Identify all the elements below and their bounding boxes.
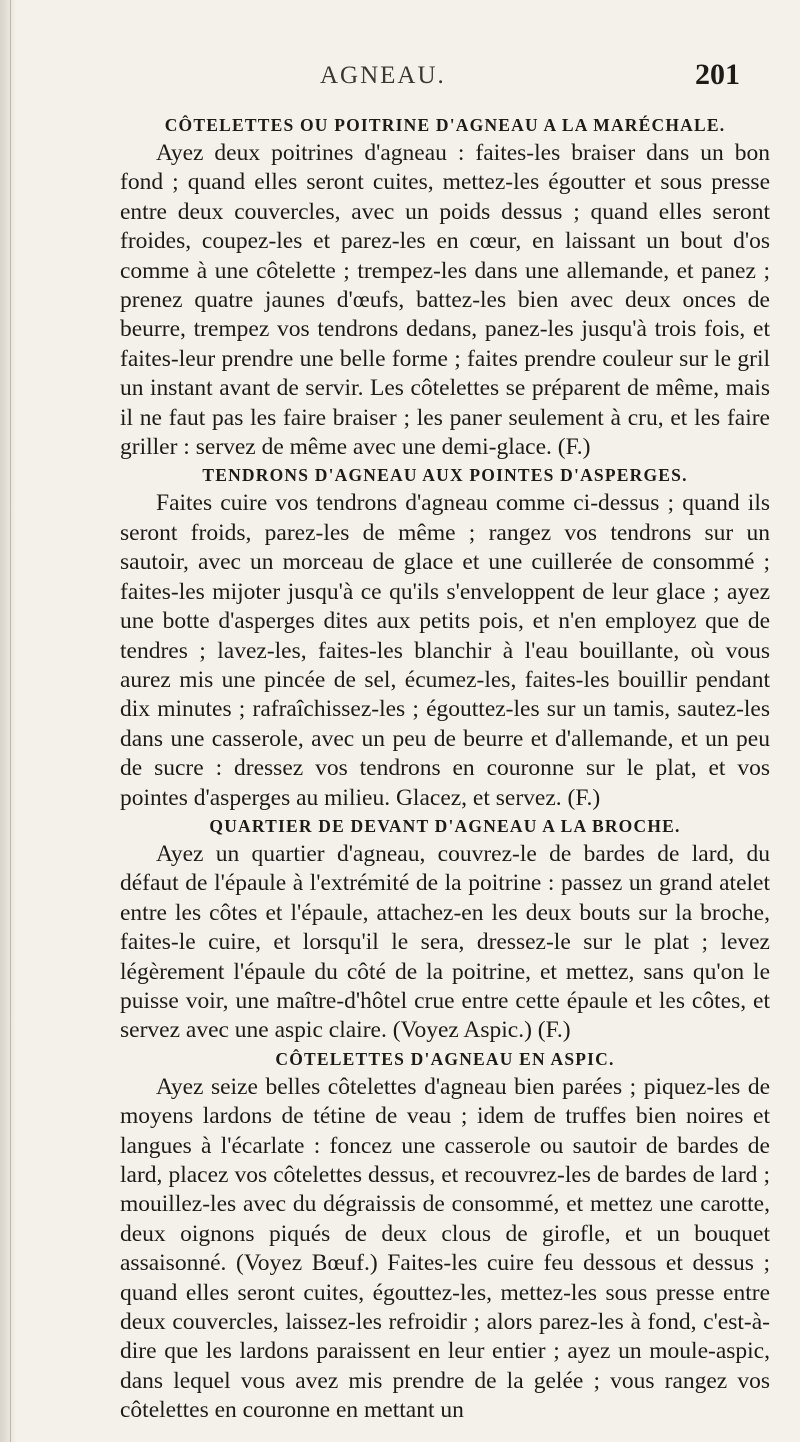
recipe-section: [120, 813, 770, 1046]
recipe-title: CÔTELETTES OU POITRINE D'AGNEAU A LA MARÉCHALE.: [164, 115, 726, 135]
page-number: 201: [695, 58, 740, 91]
recipe-section: [120, 112, 770, 462]
recipe-title: QUARTIER DE DEVANT D'AGNEAU A LA BROCHE.: [209, 815, 681, 836]
page-binding-shadow: [0, 0, 16, 1442]
recipe-body: Ayez seize belles côtelettes d'agneau bien parées ; piquez-les de moyens lardons de tétine de veau ; idem de truffes bien noires et langues à l'écarlate : foncez une casserole ou sautoir de bardes de lard, placez vos côtelettes dessus, et recouvrez-les de bardes de lard ; mouillez-les avec du dégraissis de consommé, et mettez une carotte, deux oignons piqués de deux clous de girofle, et un bouquet assaisonné. (Voyez Bœuf.) Faites-les cuire feu dessous et dessus ; quand elles seront cuites, égouttez-les, mettez-les sous presse entre deux couvercles, laissez-les refroidir ; alors parez-les à fond, c'est-à-dire que les lardons paraissent en leur entier ; ayez un moule-aspic, dans lequel vous avez mis prendre de la gelée ; vous rangez vos côtelettes en couronne en mettant un: [120, 1073, 770, 1424]
running-title: AGNEAU.: [320, 62, 446, 89]
recipe-body: Faites cuire vos tendrons d'agneau comme ci-dessus ; quand ils seront froids, parez-les de même ; rangez vos tendrons sur un sautoir, avec un morceau de glace et une cuillerée de consommé ; faites-les mijoter jusqu'à ce qu'ils s'enveloppent de leur glace ; ayez une botte d'asperges dites aux petits pois, et n'en employez que de tendres ; lavez-les, faites-les blanchir à l'eau bouillante, où vous aurez mis une pincée de sel, écumez-les, faites-les bouillir pendant dix minutes ; rafraîchissez-les ; égouttez-les sur un tamis, sautez-les dans une casserole, avec un peu de beurre et d'allemande, et un peu de sucre : dressez vos tendrons en couronne sur le plat, et vos pointes d'asperges au milieu. Glacez, et servez. (F.): [120, 490, 770, 811]
page-edge-line: [10, 0, 11, 1442]
recipe-title: TENDRONS D'AGNEAU AUX POINTES D'ASPERGES.: [202, 465, 688, 486]
page-header: [100, 58, 740, 102]
recipe-section: [120, 462, 770, 812]
page-content: [120, 112, 770, 1426]
recipe-section: [120, 1046, 770, 1426]
recipe-body: Ayez un quartier d'agneau, couvrez-le de bardes de lard, du défaut de l'épaule à l'extrémité de la poitrine : passez un grand atelet entre les côtes et l'épaule, attachez-en les deux bouts sur la broche, faites-le cuire, et lorsqu'il le sera, dressez-le sur le plat ; levez légèrement l'épaule du côté de la poitrine, et mettez, sans qu'on le puisse voir, une maître-d'hôtel crue entre cette épaule et les côtes, et servez avec une aspic claire. (Voyez Aspic.) (F.): [120, 840, 770, 1044]
recipe-body: Ayez deux poitrines d'agneau : faites-les braiser dans un bon fond ; quand elles seront cuites, mettez-les égoutter et sous presse entre deux couvercles, avec un poids dessus ; quand elles seront froides, coupez-les et parez-les en cœur, en laissant un bout d'os comme à une côtelette ; trempez-les dans une allemande, et panez ; prenez quatre jaunes d'œufs, battez-les bien avec deux onces de beurre, trempez vos tendrons dedans, panez-les jusqu'à trois fois, et faites-leur prendre une belle forme ; faites prendre couleur sur le gril un instant avant de servir. Les côtelettes se préparent de même, mais il ne faut pas les faire braiser ; les paner seulement à cru, et les faire griller : servez de même avec une demi-glace. (F.): [120, 140, 770, 461]
recipe-title: CÔTELETTES D'AGNEAU EN ASPIC.: [275, 1048, 615, 1069]
